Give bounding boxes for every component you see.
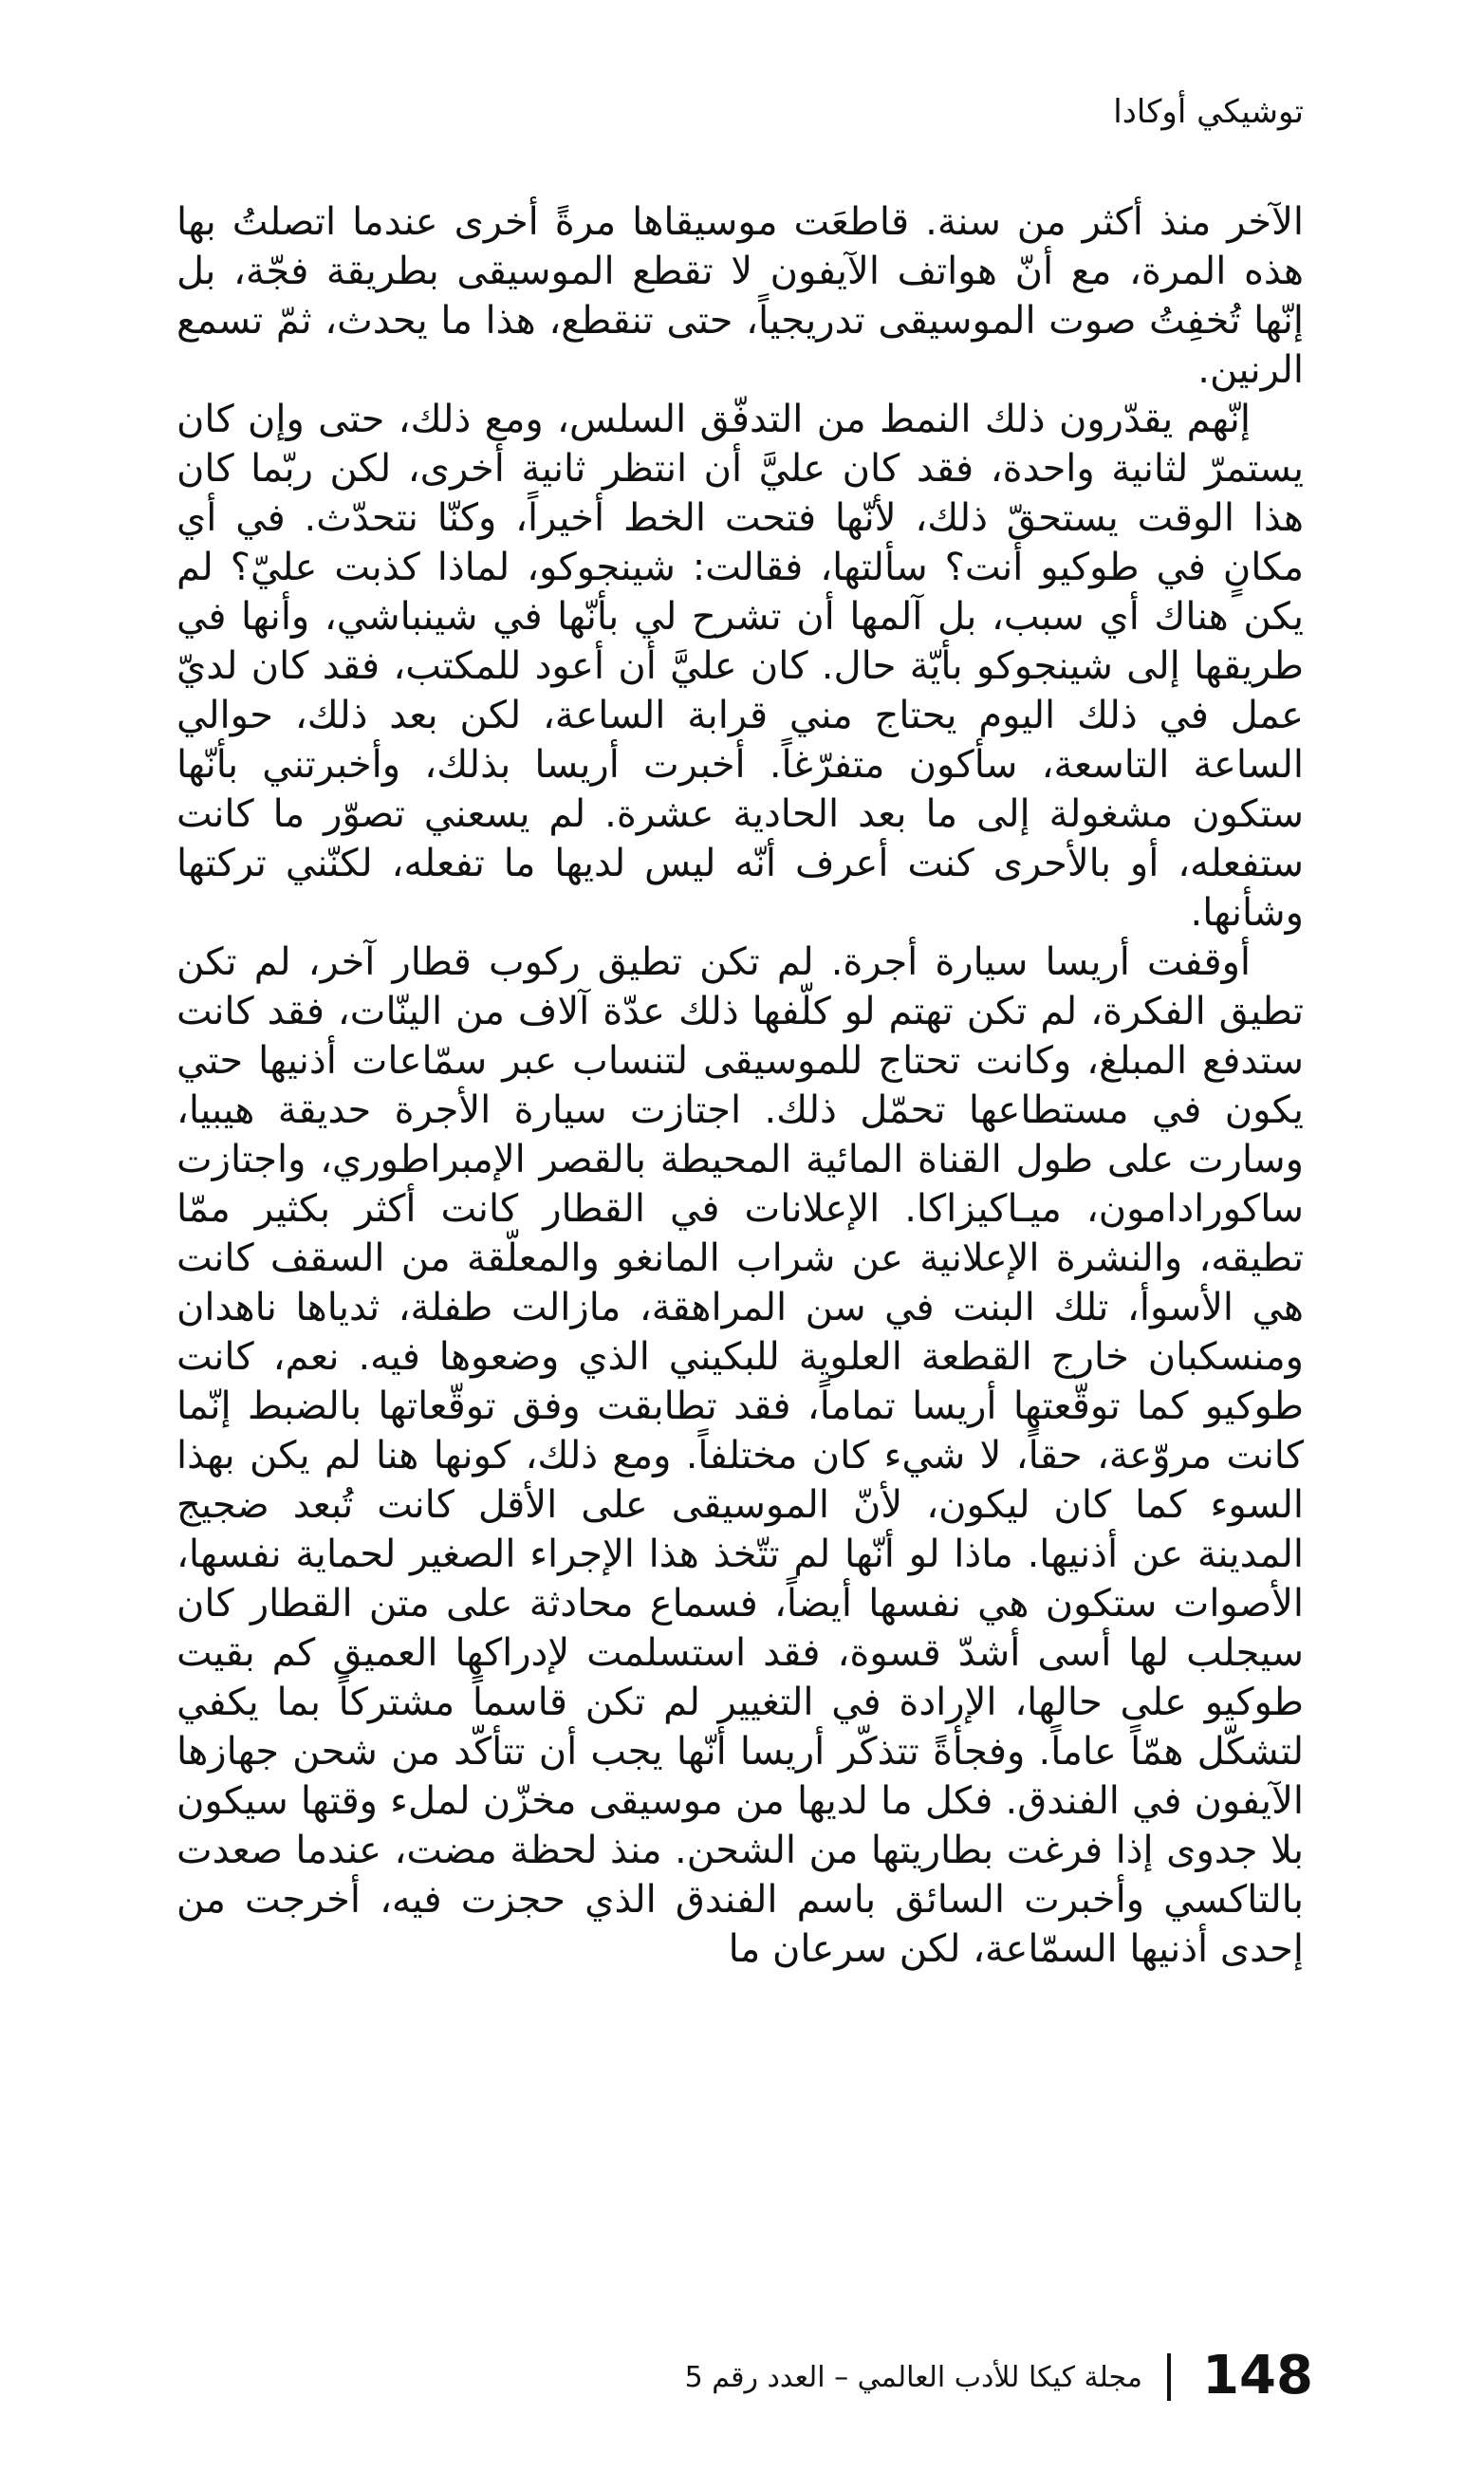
running-header-author: توشيكي أوكادا (1113, 93, 1304, 131)
paragraph-1: الآخر منذ أكثر من سنة. قاطعَت موسيقاها مرةً أخرى عندما اتصلتُ بها هذه المرة، مع أنّ هواتف الآيفون لا تقطع الموسيقى بطريقة فجّة، بل إنّها تُخفِتُ صوت الموسيقى تدريجياً، حتى تنقطع، هذا ما يحدث، ثمّ تسمع الرنين. (176, 200, 1304, 392)
paragraph-2: إنّهم يقدّرون ذلك النمط من التدفّق السلس، ومع ذلك، حتى وإن كان يستمرّ لثانية واحدة، فقد كان عليَّ أن انتظر ثانية أخرى، لكن ربّما كان هذا الوقت يستحقّ ذلك، لأنّها فتحت الخط أخيراً، وكنّا نتحدّث. في أي مكانٍ في طوكيو أنت؟ سألتها، فقالت: شينجوكو، لماذا كذبت عليّ؟ لم يكن هناك أي سبب، بل آلمها أن تشرح لي بأنّها في شينباشي، وأنها في طريقها إلى شينجوكو بأيّة حال. كان عليَّ أن أعود للمكتب، فقد كان لديّ عمل في ذلك اليوم يحتاج مني قرابة الساعة، لكن بعد ذلك، حوالي الساعة التاسعة، سأكون متفرّغاً. أخبرت أريسا بذلك، وأخبرتني بأنّها ستكون مشغولة إلى ما بعد الحادية عشرة. لم يسعني تصوّر ما كانت ستفعله، أو بالأحرى كنت أعرف أنّه ليس لديها ما تفعله، لكنّني تركتها وشأنها. (176, 398, 1304, 935)
page-number: 148 (1202, 2345, 1313, 2406)
paragraph-3: أوقفت أريسا سيارة أجرة. لم تكن تطيق ركوب قطار آخر، لم تكن تطيق الفكرة، لم تكن تهتم لو كلّفها ذلك عدّة آلاف من الينّات، فقد كانت ستدفع المبلغ، وكانت تحتاج للموسيقى لتنساب عبر سمّاعات أذنيها حتي يكون في مستطاعها تحمّل ذلك. اجتازت سيارة الأجرة حديقة هيبيا، وسارت على طول القناة المائية المحيطة بالقصر الإمبراطوري، واجتازت ساكورادامون، ميـاكيزاكا. الإعلانات في القطار كانت أكثر بكثير ممّا تطيقه، والنشرة الإعلانية عن شراب المانغو والمعلّقة من السقف كانت هي الأسوأ، تلك البنت في سن المراهقة، مازالت طفلة، ثدياها ناهدان ومنسكبان خارج القطعة العلوية للبكيني الذي وضعوها فيه. نعم، كانت طوكيو كما توقّعتها أريسا تماماً، فقد تطابقت وفق توقّعاتها بالضبط إنّما كانت مروّعة، حقاً، لا شيء كان مختلفاً. ومع ذلك، كونها هنا لم يكن بهذا السوء كما كان ليكون، لأنّ الموسيقى على الأقل كانت تُبعد ضجيج المدينة عن أذنيها. ماذا لو أنّها لم تتّخذ هذا الإجراء الصغير لحماية نفسها، الأصوات ستكون هي نفسها أيضاً، فسماع محادثة على متن القطار كان سيجلب لها أسى أشدّ قسوة، فقد استسلمت لإدراكها العميق كم بقيت طوكيو على حالها، الإرادة في التغيير لم تكن قاسماً مشتركاً بما يكفي لتشكّل همّاً عاماً. وفجأةً تتذكّر أريسا أنّها يجب أن تتأكّد من شحن جهازها الآيفون في الفندق. فكل ما لديها من موسيقى مخزّن لملء وقتها سيكون بلا جدوى إذا فرغت بطاريتها من الشحن. منذ لحظة مضت، عندما صعدت بالتاكسي وأخبرت السائق باسم الفندق الذي حجزت فيه، أخرجت من إحدى أذنيها السمّاعة، لكن سرعان ما (176, 940, 1304, 1971)
body-text (176, 197, 1304, 1974)
page-footer (0, 2345, 1484, 2406)
journal-name: مجلة كيكا للأدب العالمي – العدد رقم 5 (684, 2361, 1142, 2394)
footer-divider (1167, 2353, 1171, 2401)
